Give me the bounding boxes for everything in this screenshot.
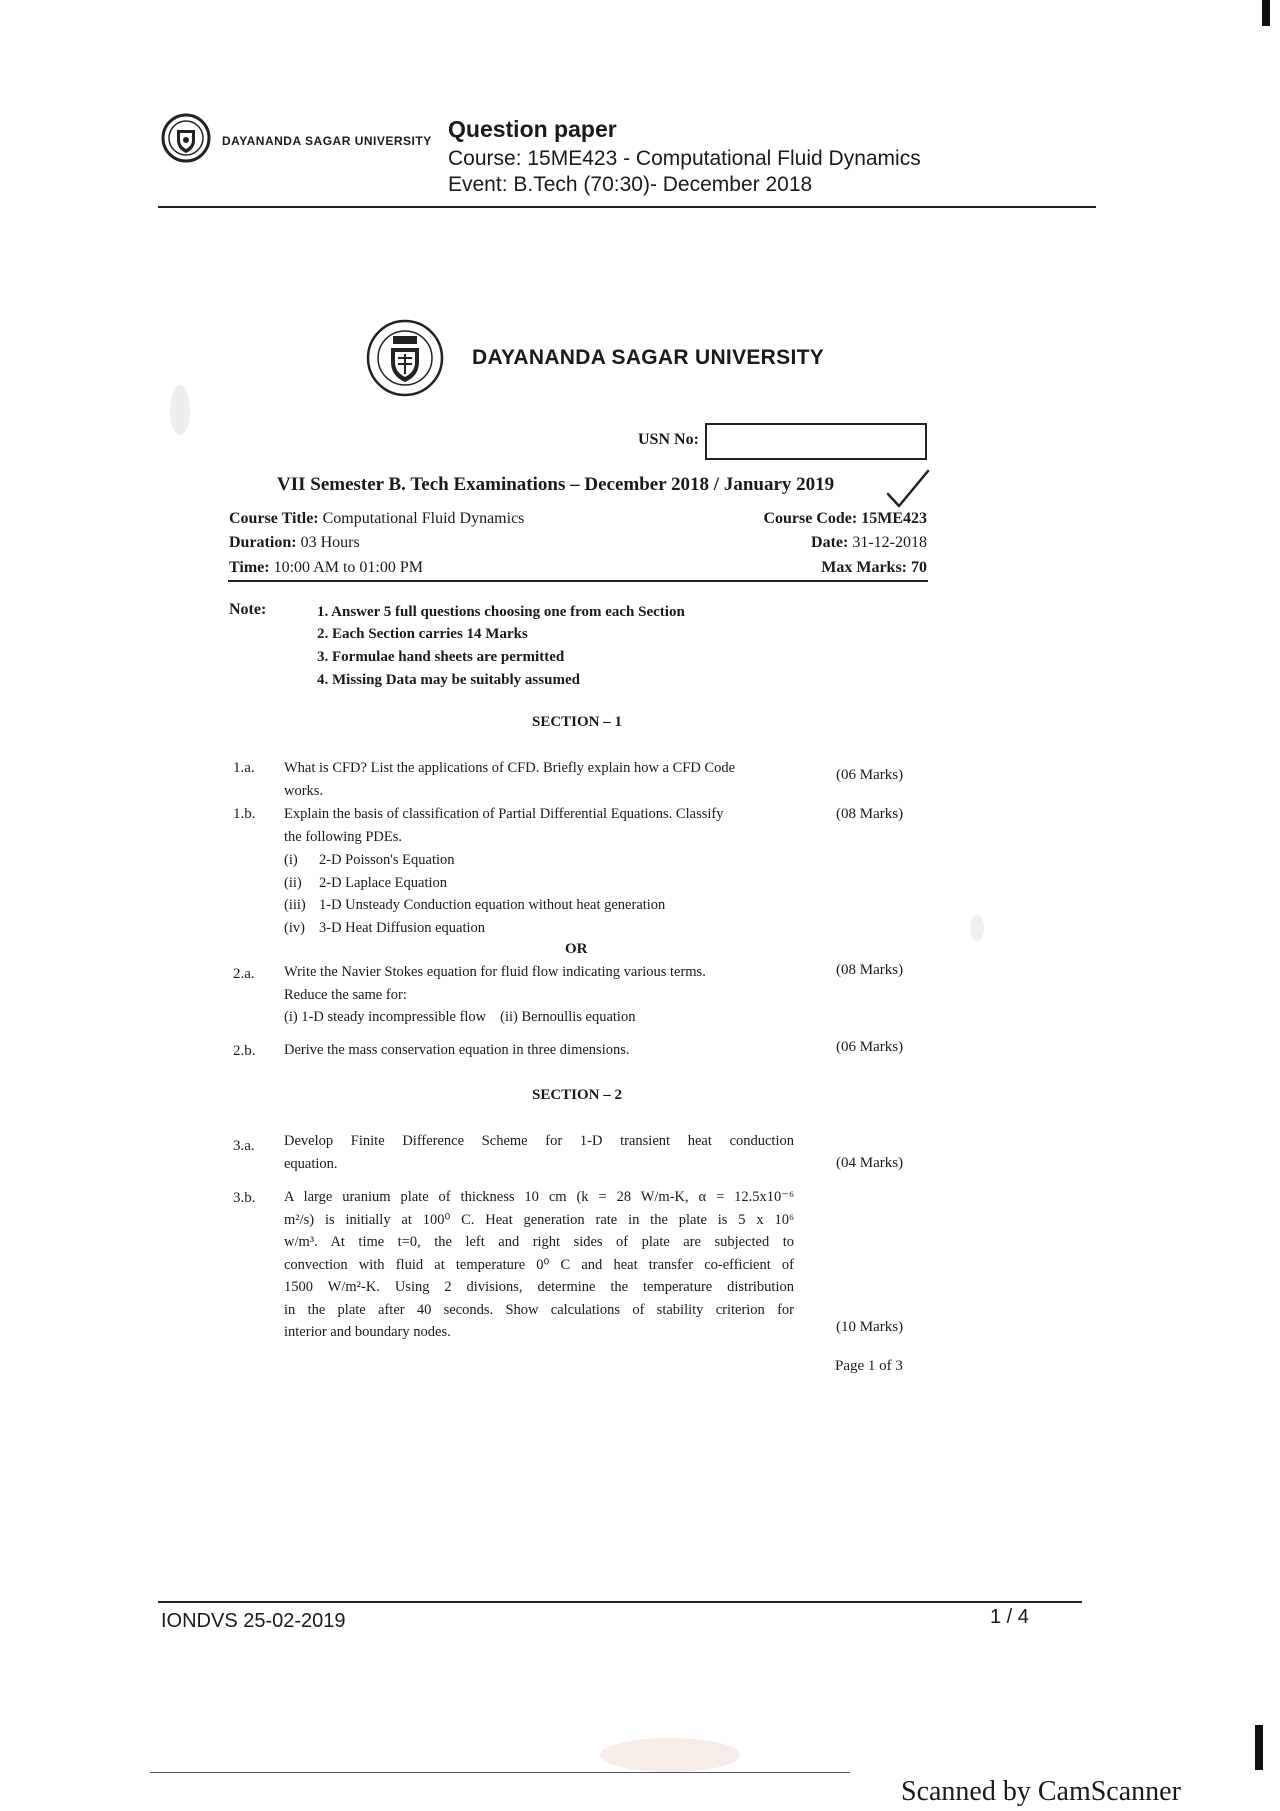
question-line: 1500 W/m²-K. Using 2 divisions, determine the temperature distribution	[284, 1279, 794, 1295]
question-text: Derive the mass conservation equation in three dimensions.	[284, 1042, 630, 1058]
question-line: w/m³. At time t=0, the left and right sides of plate are subjected to	[284, 1234, 794, 1250]
checkmark-icon	[885, 468, 931, 515]
question-line: m²/s) is initially at 100⁰ C. Heat generation rate in the plate is 5 x 10⁶	[284, 1211, 794, 1228]
university-logo-small	[160, 112, 212, 164]
note-item: 2. Each Section carries 14 Marks	[317, 626, 528, 642]
bottom-rule	[150, 1772, 850, 1773]
question-marks: (06 Marks)	[836, 767, 904, 783]
sub-item: (iii) 1-D Unsteady Conduction equation without heat generation	[284, 897, 666, 913]
question-line: works.	[284, 782, 324, 799]
question-marks: (04 Marks)	[836, 1155, 904, 1171]
university-name: DAYANANDA SAGAR UNIVERSITY	[472, 346, 825, 369]
scan-artifact	[1255, 1725, 1263, 1770]
footer-id-date: IONDVS 25-02-2019	[161, 1610, 346, 1632]
max-marks: Max Marks: 70	[821, 559, 927, 576]
question-number: 1.a.	[233, 760, 255, 776]
header-university-name: DAYANANDA SAGAR UNIVERSITY	[222, 134, 432, 148]
meta-divider	[228, 580, 928, 582]
question-line: equation.	[284, 1155, 338, 1172]
question-number: 1.b.	[233, 806, 256, 822]
question-text	[284, 961, 794, 1029]
date-row	[700, 534, 927, 552]
page-indicator: Page 1 of 3	[835, 1358, 903, 1374]
question-line: interior and boundary nodes.	[284, 1324, 451, 1340]
question-number: 2.a.	[233, 966, 255, 982]
section-2-title: SECTION – 2	[531, 1087, 623, 1103]
duration-value: 03 Hours	[300, 534, 360, 551]
sub-item: (ii) 2-D Laplace Equation	[284, 874, 448, 891]
duration-label: Duration:	[229, 534, 297, 551]
note-item: 3. Formulae hand sheets are permitted	[317, 649, 565, 665]
header-divider	[158, 206, 1096, 208]
scan-artifact	[1262, 0, 1270, 26]
course-code: Course Code: 15ME423	[763, 510, 927, 527]
question-text	[284, 757, 794, 802]
duration-row	[229, 534, 360, 552]
course-title-value: Computational Fluid Dynamics	[322, 510, 525, 527]
question-marks: (08 Marks)	[836, 962, 904, 978]
note-item: 1. Answer 5 full questions choosing one from each Section	[317, 604, 685, 620]
course-title-row	[229, 510, 524, 528]
or-divider: OR	[565, 941, 588, 957]
usn-label: USN No:	[638, 431, 699, 448]
note-item: 4. Missing Data may be suitably assumed	[317, 672, 580, 688]
header-title: Question paper	[448, 116, 617, 142]
question-text	[284, 803, 794, 848]
question-line: convection with fluid at temperature 0⁰ C and heat transfer co-efficient of	[284, 1256, 794, 1273]
question-line: (i) 1-D steady incompressible flow (ii) Bernoullis equation	[284, 1009, 636, 1025]
question-line: Develop Finite Difference Scheme for 1-D transient heat conduction	[284, 1133, 794, 1149]
footer-page-number: 1 / 4	[990, 1606, 1029, 1628]
question-line: Reduce the same for:	[284, 986, 407, 1003]
header-event: Event: B.Tech (70:30)- December 2018	[448, 173, 813, 196]
date-label: Date:	[811, 534, 849, 551]
question-number: 3.a.	[233, 1138, 255, 1154]
camscanner-watermark: Scanned by CamScanner	[901, 1776, 1181, 1807]
sub-item: (iv) 3-D Heat Diffusion equation	[284, 919, 486, 936]
exam-title: VII Semester B. Tech Examinations – December 2018 / January 2019	[277, 474, 835, 495]
question-number: 2.b.	[233, 1043, 256, 1059]
question-number: 3.b.	[233, 1190, 256, 1206]
scan-artifact	[170, 385, 190, 435]
sub-item: (i) 2-D Poisson's Equation	[284, 852, 455, 868]
time-value: 10:00 AM to 01:00 PM	[273, 559, 423, 576]
note-label: Note:	[229, 601, 267, 618]
scan-artifact	[600, 1738, 740, 1772]
time-label: Time:	[229, 559, 270, 576]
question-line: Write the Navier Stokes equation for fluid flow indicating various terms.	[284, 964, 706, 980]
university-seal-logo	[363, 318, 447, 398]
scan-artifact	[970, 915, 984, 941]
question-marks: (08 Marks)	[836, 806, 904, 822]
time-row	[229, 559, 423, 577]
question-text	[284, 1130, 794, 1175]
section-1-title: SECTION – 1	[531, 714, 623, 730]
course-title-label: Course Title:	[229, 510, 319, 527]
date-value: 31-12-2018	[852, 534, 927, 551]
usn-input-box[interactable]	[705, 423, 927, 460]
header-course: Course: 15ME423 - Computational Fluid Dynamics	[448, 147, 921, 170]
question-text	[284, 1186, 794, 1344]
question-line: in the plate after 40 seconds. Show calculations of stability criterion for	[284, 1301, 794, 1318]
question-line: What is CFD? List the applications of CFD. Briefly explain how a CFD Code	[284, 760, 736, 776]
question-line: A large uranium plate of thickness 10 cm (k = 28 W/m-K, α = 12.5x10⁻⁶	[284, 1189, 794, 1205]
question-line: Explain the basis of classification of Partial Differential Equations. Classify	[284, 806, 724, 822]
question-marks: (06 Marks)	[836, 1039, 904, 1055]
question-marks: (10 Marks)	[836, 1319, 904, 1335]
sub-item-list	[284, 849, 665, 939]
question-line: the following PDEs.	[284, 828, 403, 845]
footer-divider	[158, 1601, 1082, 1603]
